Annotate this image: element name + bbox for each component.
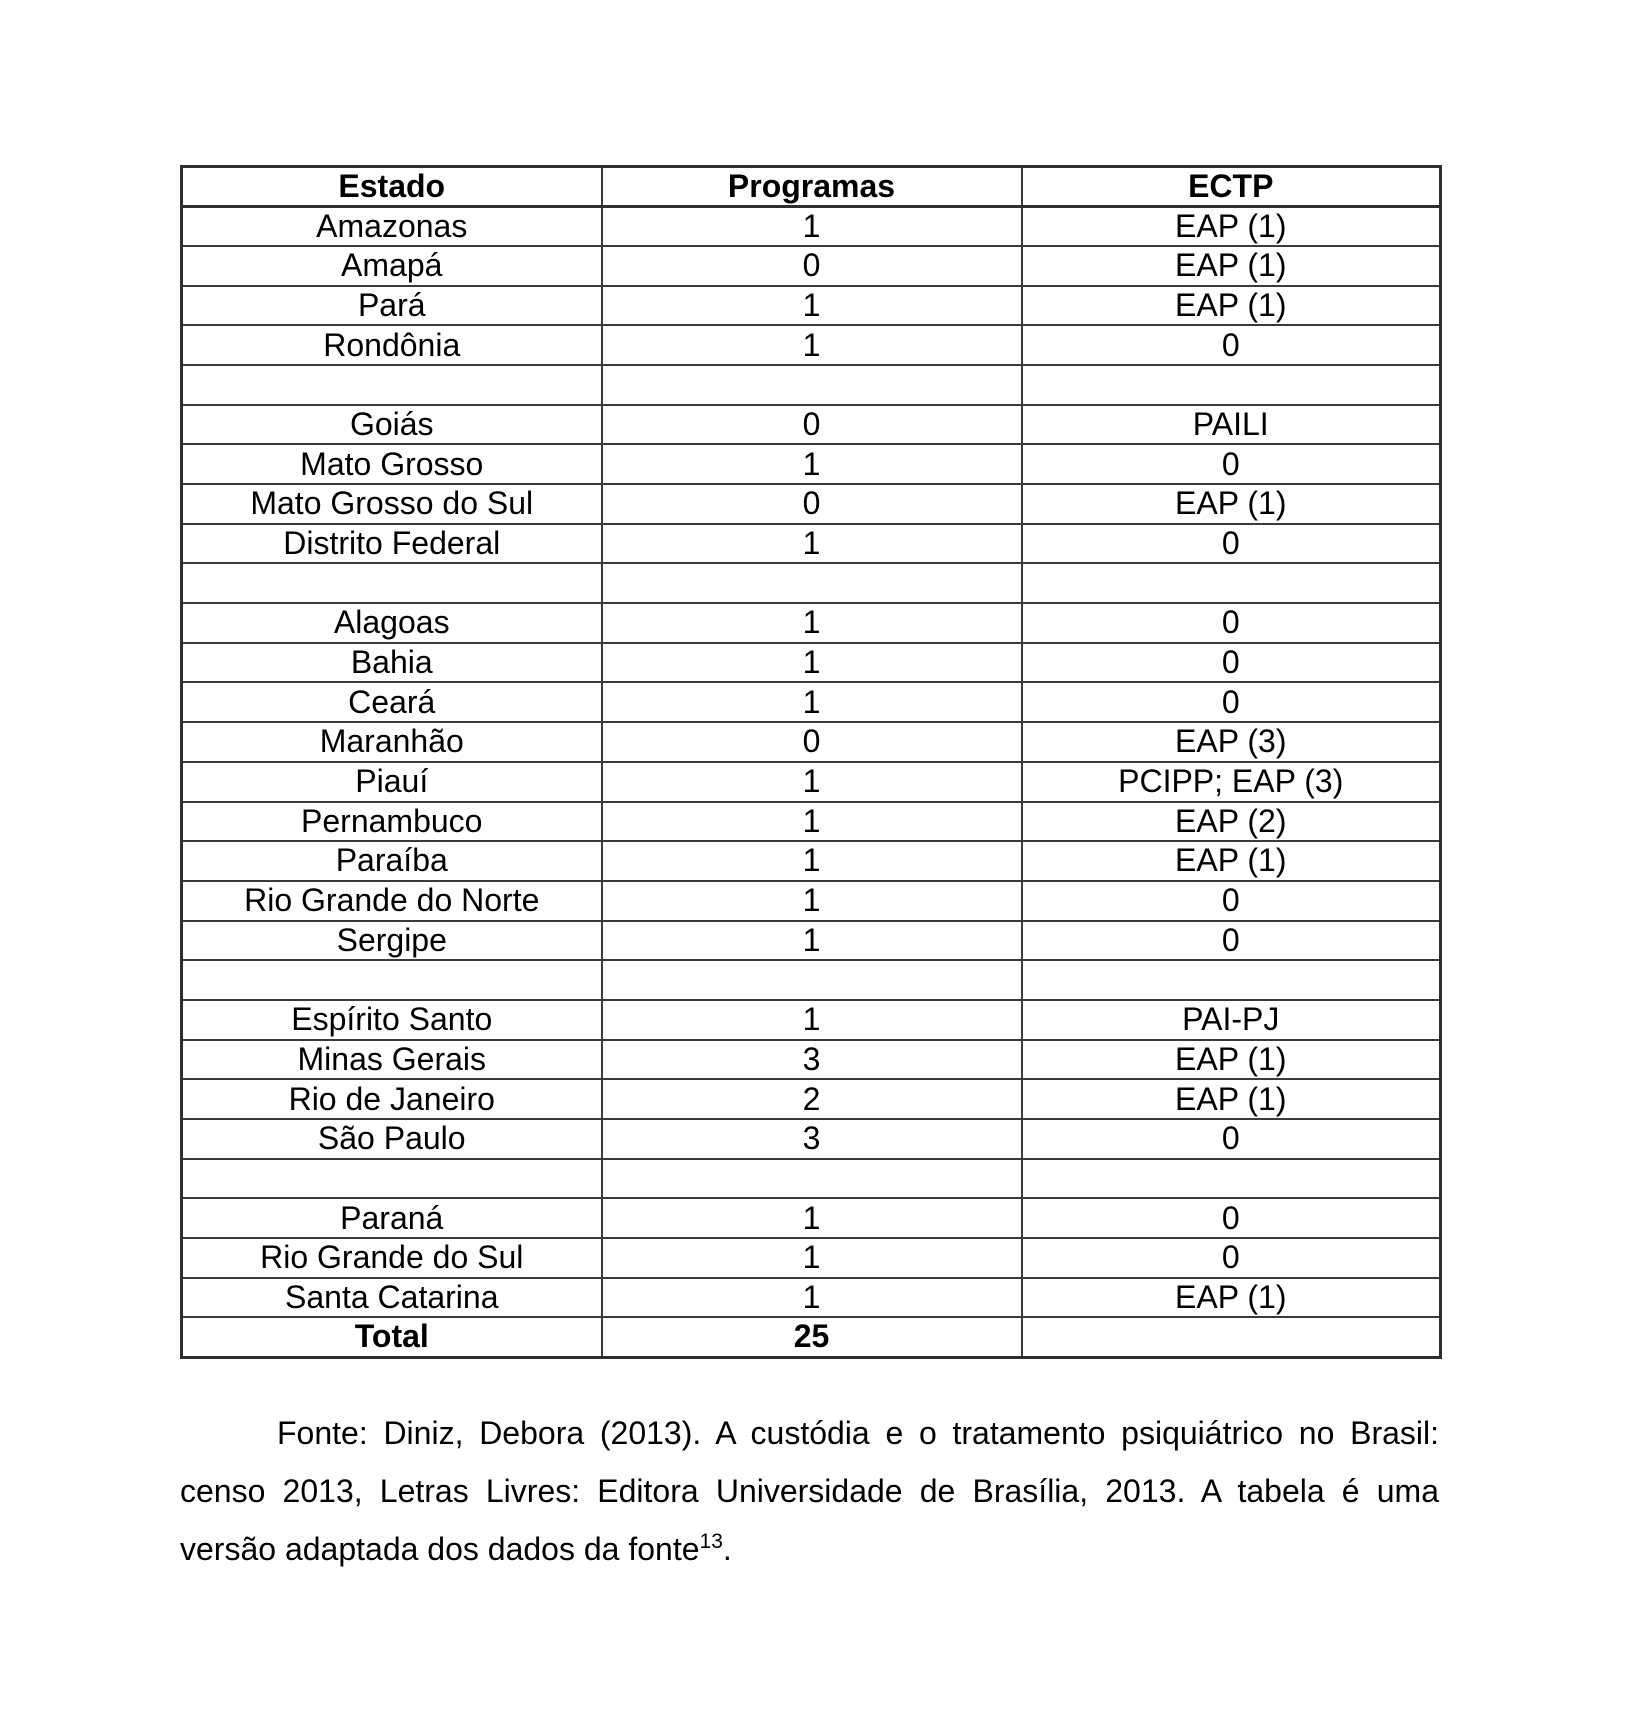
table-row xyxy=(182,643,1441,683)
cell-programas: 1 xyxy=(602,1198,1022,1238)
cell-ectp: EAP (2) xyxy=(1022,802,1441,842)
table-row xyxy=(182,405,1441,445)
table-row xyxy=(182,1040,1441,1080)
cell-programas: 0 xyxy=(602,246,1022,286)
cell-programas: 1 xyxy=(602,206,1022,246)
cell-programas: 1 xyxy=(602,325,1022,365)
cell-estado xyxy=(182,563,602,603)
cell-estado: Total xyxy=(182,1317,602,1357)
table-row xyxy=(182,484,1441,524)
cell-ectp: EAP (1) xyxy=(1022,1040,1441,1080)
cell-programas xyxy=(602,1159,1022,1199)
table-row xyxy=(182,921,1441,961)
table-row xyxy=(182,524,1441,564)
cell-estado: Piauí xyxy=(182,762,602,802)
table-row xyxy=(182,682,1441,722)
cell-estado: Amazonas xyxy=(182,206,602,246)
cell-ectp: PCIPP; EAP (3) xyxy=(1022,762,1441,802)
cell-ectp: EAP (3) xyxy=(1022,722,1441,762)
cell-programas: 3 xyxy=(602,1119,1022,1159)
cell-estado: Pará xyxy=(182,286,602,326)
cell-estado: Pernambuco xyxy=(182,802,602,842)
cell-programas xyxy=(602,960,1022,1000)
source-note-line-3-period: . xyxy=(722,1531,732,1567)
cell-estado: Maranhão xyxy=(182,722,602,762)
source-note-line-1: Fonte: Diniz, Debora (2013). A custódia e o tratamento psiquiátrico no Brasil: xyxy=(277,1415,1439,1451)
table-row xyxy=(182,444,1441,484)
header-cell-ectp: ECTP xyxy=(1022,167,1441,207)
cell-ectp: 0 xyxy=(1022,682,1441,722)
cell-programas: 1 xyxy=(602,841,1022,881)
cell-programas: 25 xyxy=(602,1317,1022,1357)
cell-programas: 1 xyxy=(602,881,1022,921)
cell-ectp xyxy=(1022,1159,1441,1199)
header-cell-programas: Programas xyxy=(602,167,1022,207)
cell-estado: Rio Grande do Sul xyxy=(182,1238,602,1278)
cell-estado xyxy=(182,365,602,405)
table-row xyxy=(182,762,1441,802)
table-row xyxy=(182,841,1441,881)
cell-ectp: EAP (1) xyxy=(1022,1079,1441,1119)
cell-programas: 0 xyxy=(602,484,1022,524)
cell-ectp: PAI-PJ xyxy=(1022,1000,1441,1040)
cell-ectp: EAP (1) xyxy=(1022,484,1441,524)
cell-programas: 1 xyxy=(602,1278,1022,1318)
cell-estado xyxy=(182,960,602,1000)
table-row xyxy=(182,1198,1441,1238)
source-note-line-3 xyxy=(180,1520,1439,1583)
cell-estado: Minas Gerais xyxy=(182,1040,602,1080)
cell-programas xyxy=(602,563,1022,603)
cell-ectp: PAILI xyxy=(1022,405,1441,445)
table-row xyxy=(182,1119,1441,1159)
table-row xyxy=(182,1079,1441,1119)
table-row xyxy=(182,325,1441,365)
cell-estado: Mato Grosso do Sul xyxy=(182,484,602,524)
table-row xyxy=(182,246,1441,286)
cell-programas: 1 xyxy=(602,1238,1022,1278)
cell-ectp: 0 xyxy=(1022,921,1441,961)
cell-ectp: 0 xyxy=(1022,524,1441,564)
cell-estado: Paraíba xyxy=(182,841,602,881)
cell-programas: 1 xyxy=(602,444,1022,484)
table-row xyxy=(182,1000,1441,1040)
cell-estado: Espírito Santo xyxy=(182,1000,602,1040)
cell-programas: 0 xyxy=(602,405,1022,445)
table-row xyxy=(182,1159,1441,1199)
cell-programas: 1 xyxy=(602,802,1022,842)
cell-programas: 2 xyxy=(602,1079,1022,1119)
cell-programas: 1 xyxy=(602,762,1022,802)
programs-ectp-table xyxy=(180,165,1442,1359)
cell-estado: São Paulo xyxy=(182,1119,602,1159)
cell-estado: Rio de Janeiro xyxy=(182,1079,602,1119)
source-note-line-2: censo 2013, Letras Livres: Editora Universidade de Brasília, 2013. A tabela é uma xyxy=(180,1473,1439,1509)
cell-ectp xyxy=(1022,1317,1441,1357)
table-row xyxy=(182,286,1441,326)
cell-estado: Distrito Federal xyxy=(182,524,602,564)
cell-programas: 1 xyxy=(602,603,1022,643)
cell-ectp xyxy=(1022,365,1441,405)
table-row xyxy=(182,563,1441,603)
table-total-row xyxy=(182,1317,1441,1357)
table-row xyxy=(182,603,1441,643)
cell-programas: 1 xyxy=(602,682,1022,722)
cell-ectp: 0 xyxy=(1022,1198,1441,1238)
table-row xyxy=(182,365,1441,405)
cell-estado: Mato Grosso xyxy=(182,444,602,484)
cell-programas: 1 xyxy=(602,921,1022,961)
cell-estado: Goiás xyxy=(182,405,602,445)
cell-programas: 1 xyxy=(602,524,1022,564)
cell-ectp xyxy=(1022,563,1441,603)
footnote-reference-13: 13 xyxy=(699,1530,723,1553)
cell-programas xyxy=(602,365,1022,405)
table-row xyxy=(182,1238,1441,1278)
cell-estado: Santa Catarina xyxy=(182,1278,602,1318)
table-row xyxy=(182,960,1441,1000)
cell-programas: 3 xyxy=(602,1040,1022,1080)
cell-ectp: 0 xyxy=(1022,444,1441,484)
cell-ectp: 0 xyxy=(1022,1238,1441,1278)
cell-ectp: 0 xyxy=(1022,1119,1441,1159)
cell-ectp: EAP (1) xyxy=(1022,286,1441,326)
header-cell-estado: Estado xyxy=(182,167,602,207)
table-row xyxy=(182,722,1441,762)
cell-ectp: EAP (1) xyxy=(1022,206,1441,246)
cell-ectp: 0 xyxy=(1022,881,1441,921)
cell-ectp: 0 xyxy=(1022,603,1441,643)
cell-ectp: EAP (1) xyxy=(1022,841,1441,881)
source-note-line-3-text: versão adaptada dos dados da fonte xyxy=(180,1531,700,1567)
table-header-row xyxy=(182,167,1441,207)
cell-ectp: 0 xyxy=(1022,643,1441,683)
cell-estado: Alagoas xyxy=(182,603,602,643)
cell-estado xyxy=(182,1159,602,1199)
cell-ectp xyxy=(1022,960,1441,1000)
cell-estado: Rondônia xyxy=(182,325,602,365)
cell-programas: 0 xyxy=(602,722,1022,762)
cell-programas: 1 xyxy=(602,643,1022,683)
table-row xyxy=(182,802,1441,842)
cell-programas: 1 xyxy=(602,1000,1022,1040)
cell-ectp: EAP (1) xyxy=(1022,246,1441,286)
table-row xyxy=(182,1278,1441,1318)
source-note xyxy=(180,1404,1439,1583)
table-row xyxy=(182,206,1441,246)
cell-estado: Rio Grande do Norte xyxy=(182,881,602,921)
cell-estado: Bahia xyxy=(182,643,602,683)
cell-ectp: 0 xyxy=(1022,325,1441,365)
cell-estado: Paraná xyxy=(182,1198,602,1238)
cell-programas: 1 xyxy=(602,286,1022,326)
table-row xyxy=(182,881,1441,921)
cell-estado: Sergipe xyxy=(182,921,602,961)
cell-ectp: EAP (1) xyxy=(1022,1278,1441,1318)
cell-estado: Amapá xyxy=(182,246,602,286)
cell-estado: Ceará xyxy=(182,682,602,722)
